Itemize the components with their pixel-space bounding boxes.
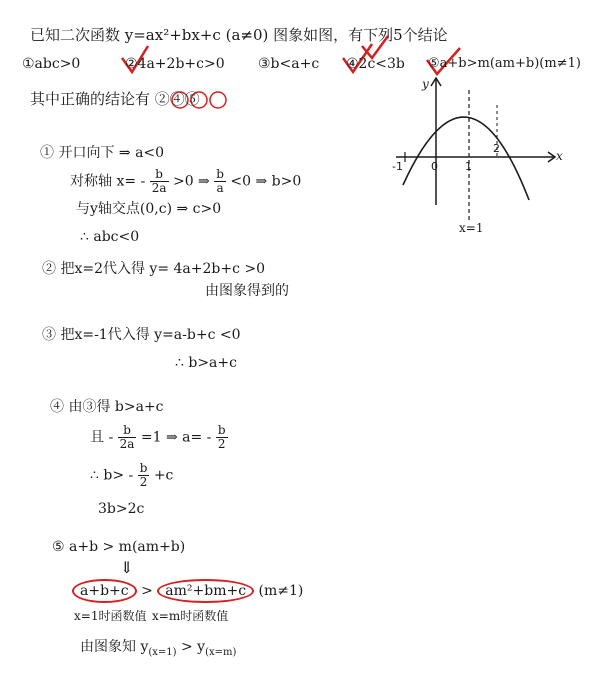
parabola-graph	[396, 78, 555, 220]
sec5-l4-mid: > y	[176, 639, 206, 655]
frac-num: b	[150, 168, 169, 182]
sec5-line5	[80, 640, 236, 658]
frac-den: 2	[139, 475, 148, 490]
sec4-line1: ④ 由③得 b>a+c	[50, 399, 164, 415]
frac-num: b	[139, 461, 148, 475]
frac-den: 2a	[151, 181, 167, 196]
sec4-l2-mid: =1 ⇒ a= -	[140, 429, 212, 446]
sec4-line4: 3b>2c	[98, 501, 145, 517]
frac-b-over-2a	[150, 168, 169, 195]
sec4-line3	[90, 462, 173, 489]
frac-den: 2a	[119, 437, 135, 452]
sec3-line2: ∴ b>a+c	[175, 355, 237, 371]
circled-expr-2: am²+bm+c	[157, 579, 254, 603]
frac-b-over-a	[214, 168, 226, 195]
frac-b-over-2	[138, 462, 150, 489]
option-3: ③b<a+c	[258, 56, 320, 72]
frac-num: b	[216, 167, 224, 181]
sec1-l2-pre: 对称轴 x= -	[70, 173, 146, 190]
tick-label-2: 2	[493, 142, 500, 155]
problem-statement: 已知二次函数 y=ax²+bx+c (a≠0) 图象如图，有下列5个结论	[30, 26, 448, 44]
tick-label-0: 0	[431, 160, 438, 173]
sec2-line2: 由图象得到的	[205, 283, 289, 299]
sec4-l2-pre: 且 -	[90, 429, 114, 446]
sec4-line2	[90, 424, 228, 451]
sec5-line3	[72, 584, 303, 598]
sec1-line1: ① 开口向下 ⇒ a<0	[40, 145, 165, 161]
frac-b-over-2a	[118, 424, 137, 451]
circled-expr-1: a+b+c	[72, 579, 137, 603]
sec5-note1: x=1时函数值	[74, 609, 147, 623]
sec5-note2: x=m时函数值	[152, 609, 229, 623]
answer-line: 其中正确的结论有 ②④⑤	[30, 90, 200, 108]
sec1-line3: 与y轴交点(0,c) ⇒ c>0	[76, 201, 222, 217]
y-axis-label: y	[422, 77, 429, 91]
sec5-cond: (m≠1)	[258, 583, 304, 599]
frac-den: a	[216, 181, 224, 196]
sec5-line1: ⑤ a+b > m(am+b)	[52, 539, 186, 555]
sec1-line2	[70, 168, 301, 195]
sec1-line4: ∴ abc<0	[80, 229, 140, 245]
sec4-l3-pre: ∴ b> -	[90, 467, 134, 484]
sec5-gt: >	[141, 583, 153, 599]
sec5-l4-pre: 由图象知 y	[80, 639, 149, 655]
frac-num: b	[217, 423, 226, 437]
tick-label-1: 1	[465, 160, 472, 173]
option-4: ④2c<3b	[346, 56, 405, 72]
sec1-l2-post: <0 ⇒ b>0	[230, 173, 302, 190]
option-2: ②4a+2b+c>0	[125, 56, 225, 72]
sec1-l2-mid: >0 ⇒	[172, 173, 215, 190]
symmetry-axis-label: x=1	[459, 221, 484, 235]
sec4-l3-post: +c	[153, 467, 174, 484]
frac-num: b	[118, 424, 137, 438]
sec3-line1: ③ 把x=-1代入得 y=a-b+c <0	[42, 327, 241, 343]
sec5-sub2: (x=m)	[205, 647, 237, 658]
option-5: ⑤a+b>m(am+b)(m≠1)	[428, 56, 581, 71]
answer-circle-5	[210, 92, 226, 108]
option-1: ①abc>0	[22, 56, 81, 72]
parabola-curve	[403, 117, 529, 200]
frac-b-over-2	[216, 424, 228, 451]
frac-den: 2	[217, 437, 226, 452]
tick-label-minus1: -1	[392, 160, 403, 173]
sec2-line1: ② 把x=2代入得 y= 4a+2b+c >0	[42, 261, 266, 277]
sec5-sub1: (x=1)	[148, 647, 177, 658]
down-arrow-icon: ⇓	[120, 558, 134, 577]
x-axis-label: x	[556, 149, 563, 163]
